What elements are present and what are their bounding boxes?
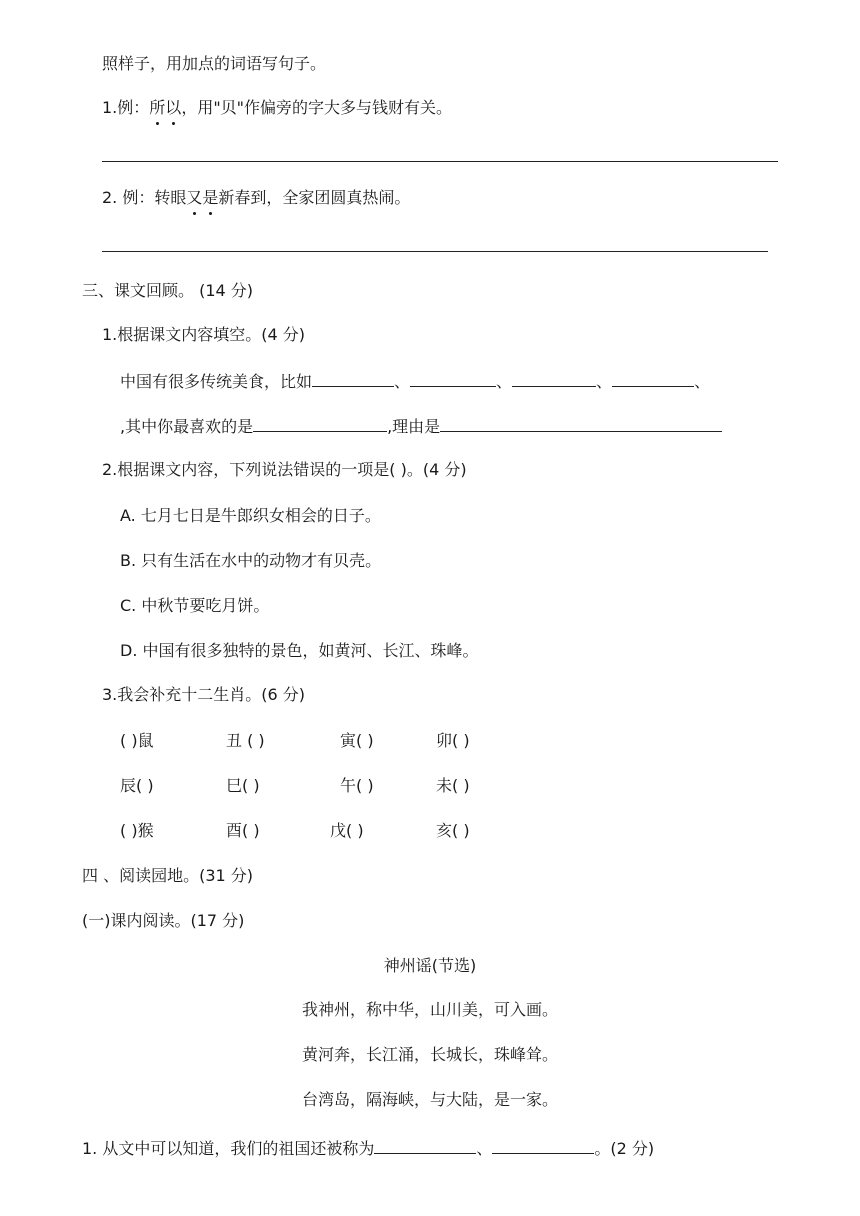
zodiac-cell[interactable]: 卯( ) xyxy=(436,731,470,750)
separator: 、 xyxy=(394,372,411,391)
example-1-prefix: 1.例： xyxy=(102,98,150,117)
separator: 、 xyxy=(496,372,513,391)
s3-q2-title: 2.根据课文内容，下列说法错误的一项是( )。(4 分) xyxy=(102,460,467,479)
favorite-prompt: ,其中你最喜欢的是 xyxy=(120,417,254,436)
example-2-prefix: 2. 例：转眼 xyxy=(102,188,187,207)
answer-line-2[interactable] xyxy=(102,251,768,252)
poem-title: 神州谣(节选) xyxy=(383,956,477,975)
zodiac-cell[interactable]: 未( ) xyxy=(436,776,470,795)
option-b[interactable]: B. 只有生活在水中的动物才有贝壳。 xyxy=(120,551,382,570)
country-name-blank-2[interactable] xyxy=(492,1136,594,1154)
section-4-title: 四 、阅读园地。(31 分) xyxy=(82,866,254,885)
reason-blank[interactable] xyxy=(440,414,722,432)
food-prompt: 中国有很多传统美食，比如 xyxy=(120,372,313,391)
zodiac-cell[interactable]: 辰( ) xyxy=(120,776,154,795)
poem-line: 台湾岛，隔海峡，与大陆，是一家。 xyxy=(301,1090,558,1109)
s3-q1-line1 xyxy=(120,369,710,393)
s3-q1-line2 xyxy=(120,414,722,438)
s3-q3-title: 3.我会补充十二生肖。(6 分) xyxy=(102,685,306,704)
s4-q1-text: 1. 从文中可以知道，我们的祖国还被称为 xyxy=(82,1139,375,1158)
zodiac-cell[interactable]: 午( ) xyxy=(340,776,374,795)
zodiac-cell[interactable]: ( )猴 xyxy=(120,821,154,840)
zodiac-cell[interactable]: ( )鼠 xyxy=(120,731,154,750)
s4-q1 xyxy=(82,1136,654,1160)
dotted-char: 又 xyxy=(186,188,203,207)
option-d[interactable]: D. 中国有很多独特的景色，如黄河、长江、珠峰。 xyxy=(120,641,479,660)
poem-line: 我神州，称中华，山川美，可入画。 xyxy=(301,1000,558,1019)
section-3-title: 三、课文回顾。 (14 分) xyxy=(82,281,254,300)
subsection-title: (一)课内阅读。(17 分) xyxy=(82,911,245,930)
favorite-blank[interactable] xyxy=(253,414,387,432)
s3-q1-title: 1.根据课文内容填空。(4 分) xyxy=(102,325,306,344)
zodiac-cell[interactable]: 寅( ) xyxy=(340,731,374,750)
food-blank-2[interactable] xyxy=(410,369,496,387)
s4-q1-end: 。(2 分) xyxy=(594,1139,655,1158)
food-blank-3[interactable] xyxy=(512,369,596,387)
example-1 xyxy=(102,97,452,119)
option-a[interactable]: A. 七月七日是牛郎织女相会的日子。 xyxy=(120,506,381,525)
dotted-char: 以 xyxy=(165,98,182,117)
separator: 、 xyxy=(476,1139,493,1158)
dotted-char: 是 xyxy=(202,188,219,207)
instruction-text: 照样子，用加点的词语写句子。 xyxy=(102,54,327,73)
example-2-rest: 新春到，全家团圆真热闹。 xyxy=(218,188,411,207)
zodiac-cell[interactable]: 酉( ) xyxy=(226,821,260,840)
example-2 xyxy=(102,187,410,209)
food-blank-1[interactable] xyxy=(312,369,394,387)
example-1-rest: ，用"贝"作偏旁的字大多与钱财有关。 xyxy=(181,98,453,117)
separator: 、 xyxy=(694,372,711,391)
reason-prompt: ,理由是 xyxy=(387,417,441,436)
zodiac-cell[interactable]: 丑 ( ) xyxy=(226,731,265,750)
dotted-char: 所 xyxy=(149,98,166,117)
separator: 、 xyxy=(596,372,613,391)
zodiac-cell[interactable]: 戊( ) xyxy=(330,821,364,840)
country-name-blank-1[interactable] xyxy=(374,1136,476,1154)
option-c[interactable]: C. 中秋节要吃月饼。 xyxy=(120,596,270,615)
food-blank-4[interactable] xyxy=(612,369,694,387)
poem-line: 黄河奔，长江涌，长城长，珠峰耸。 xyxy=(301,1045,558,1064)
zodiac-cell[interactable]: 亥( ) xyxy=(436,821,470,840)
answer-line-1[interactable] xyxy=(102,161,778,162)
zodiac-cell[interactable]: 巳( ) xyxy=(226,776,260,795)
